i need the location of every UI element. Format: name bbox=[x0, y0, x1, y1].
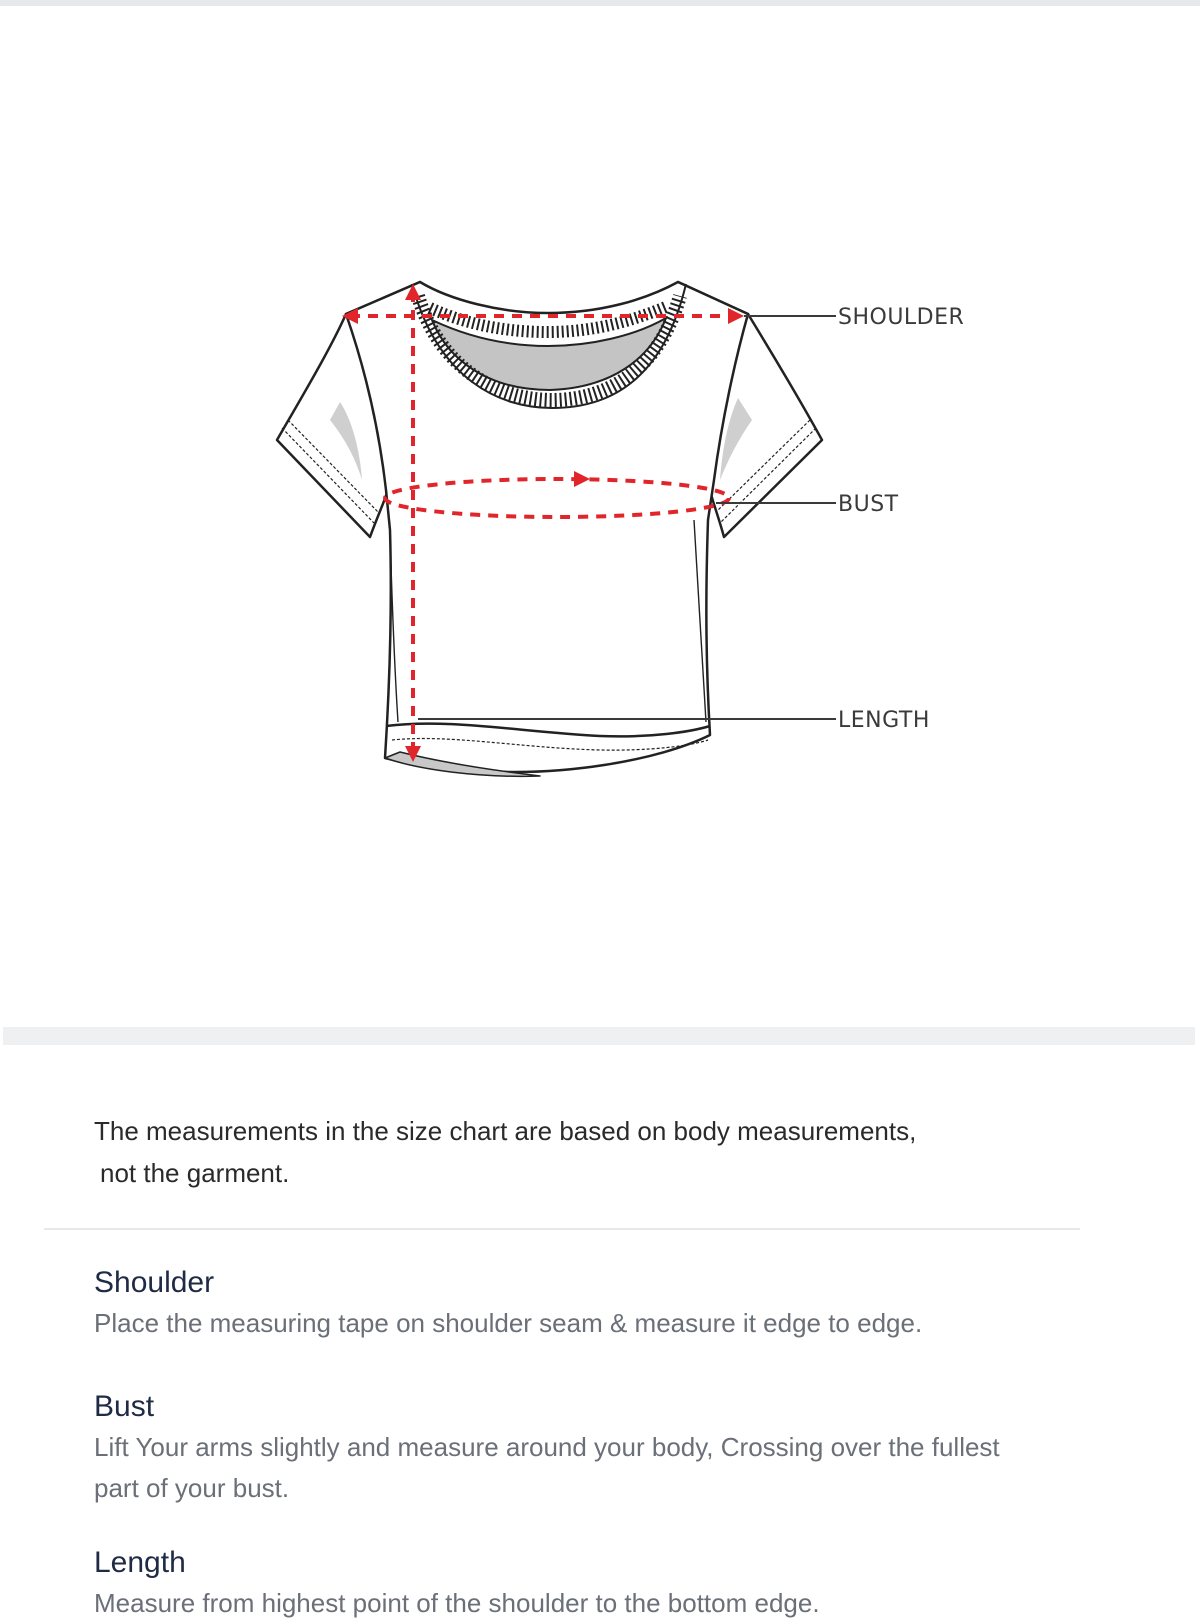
note-line-2: not the garment. bbox=[100, 1158, 290, 1188]
measurement-diagram bbox=[0, 6, 1200, 1026]
bust-description-line-2: part of your bust. bbox=[94, 1473, 290, 1503]
bust-label: BUST bbox=[838, 492, 899, 517]
bust-section bbox=[94, 1387, 1094, 1509]
section-divider bbox=[3, 1027, 1195, 1045]
size-chart-note bbox=[94, 1110, 994, 1194]
shoulder-section bbox=[94, 1263, 1094, 1344]
shoulder-heading: Shoulder bbox=[94, 1266, 215, 1299]
note-line-1: The measurements in the size chart are based on body measurements, bbox=[94, 1116, 917, 1146]
bust-heading: Bust bbox=[94, 1390, 155, 1423]
length-section bbox=[94, 1543, 1094, 1624]
bust-description-line-1: Lift Your arms slightly and measure around your body, Crossing over the fullest bbox=[94, 1432, 1000, 1462]
length-label: LENGTH bbox=[838, 708, 930, 733]
length-heading: Length bbox=[94, 1546, 186, 1579]
shoulder-description: Place the measuring tape on shoulder seam & measure it edge to edge. bbox=[94, 1308, 923, 1338]
length-description: Measure from highest point of the shoulder to the bottom edge. bbox=[94, 1588, 820, 1618]
shoulder-label: SHOULDER bbox=[838, 305, 965, 330]
tshirt-diagram-svg bbox=[0, 6, 1200, 1026]
note-divider bbox=[44, 1228, 1080, 1230]
